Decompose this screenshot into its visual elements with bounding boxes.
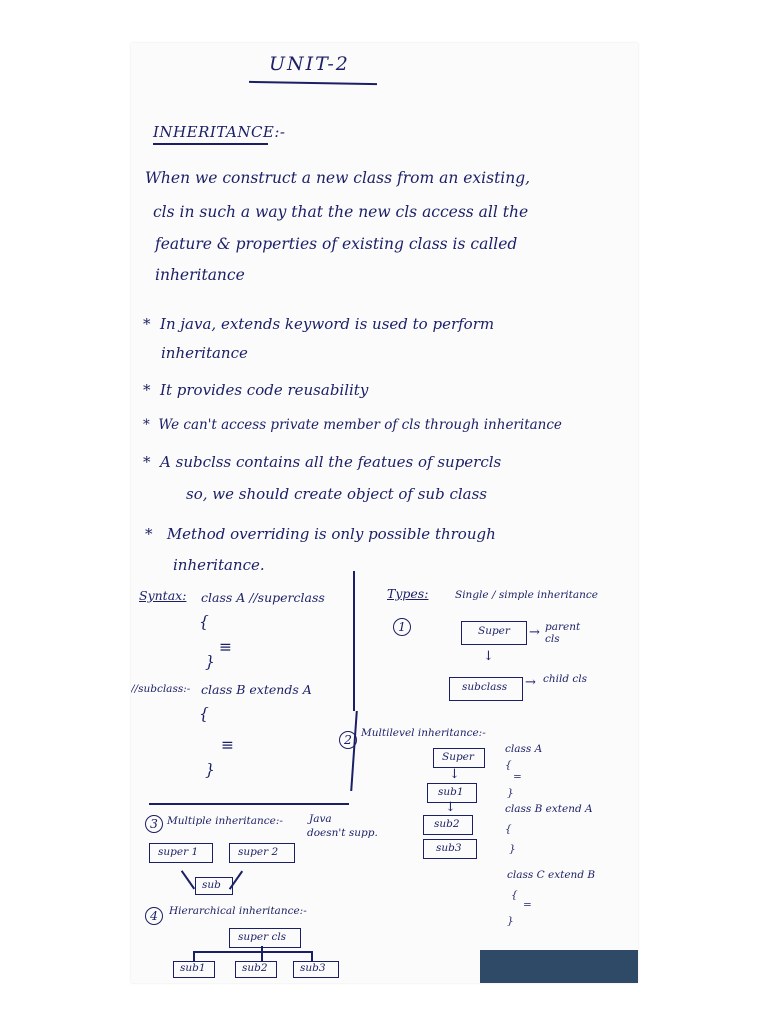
subclass-box	[449, 677, 523, 701]
box-label: super 1	[158, 846, 199, 858]
hierarchical-heading: Hierarchical inheritance:-	[169, 905, 307, 917]
types-label: Types:	[387, 586, 429, 601]
code-line: }	[507, 915, 514, 927]
hierarchical-box-sub3	[293, 961, 339, 978]
box-label: sub	[202, 879, 221, 891]
bullet-continuation: inheritance	[161, 344, 248, 362]
syntax-close-brace: }	[205, 653, 215, 671]
java-note: doesn't supp.	[307, 827, 378, 839]
type-number-4	[145, 907, 163, 925]
code-line: class C extend B	[507, 869, 596, 881]
multilevel-box-sub2	[423, 815, 473, 835]
syntax-class-a: class A //superclass	[201, 590, 325, 605]
arrow-down-icon: ↓	[449, 767, 460, 782]
bullet-item	[143, 453, 501, 471]
syntax-label: Syntax:	[139, 588, 187, 603]
hierarchical-box-super	[229, 928, 301, 948]
subclass-comment: //subclass:-	[131, 683, 191, 695]
bullet-mark: *	[143, 315, 151, 333]
bullet-item	[143, 381, 368, 399]
box-label: super cls	[238, 931, 287, 943]
syntax-body: ≡	[219, 638, 232, 656]
code-line: =	[523, 899, 532, 911]
type-number-3	[145, 815, 163, 833]
bullet-mark: *	[143, 453, 151, 471]
single-inheritance-heading: Single / simple inheritance	[455, 589, 598, 601]
title-underline	[249, 81, 377, 85]
definition-line: feature & properties of existing class is called	[155, 235, 518, 253]
code-line: }	[507, 787, 514, 799]
box-label: sub3	[436, 842, 462, 854]
type-number-text: 3	[150, 816, 158, 831]
divider-vertical	[353, 571, 355, 711]
bullet-mark: *	[143, 417, 150, 433]
multiple-box-sub	[195, 877, 233, 895]
bullet-item	[143, 315, 494, 333]
multilevel-heading: Multilevel inheritance:-	[361, 727, 486, 739]
divider-horizontal	[149, 803, 349, 805]
subclass-box-label: subclass	[462, 681, 508, 693]
multiple-box-super2	[229, 843, 295, 863]
heading-underline	[153, 143, 268, 145]
box-label: Super	[442, 751, 474, 763]
syntax-body: ≡	[221, 736, 234, 754]
box-label: sub3	[300, 962, 326, 974]
parent-cls-label: parent cls	[545, 621, 581, 645]
arrow-down-icon: ↓	[483, 649, 494, 664]
connector-line	[261, 946, 263, 961]
super-box-label: Super	[478, 625, 510, 637]
connector-line	[311, 951, 313, 961]
code-line: {	[505, 759, 512, 771]
definition-line: inheritance	[155, 266, 245, 284]
box-label: super 2	[238, 846, 279, 858]
type-number-text: 4	[150, 908, 158, 923]
syntax-open-brace: {	[199, 613, 209, 631]
bullet-continuation: so, we should create object of sub class	[186, 485, 488, 503]
type-number-text: 1	[398, 619, 406, 634]
bullet-item	[143, 417, 562, 433]
bullet-text: In java, extends keyword is used to perform	[160, 315, 495, 333]
bullet-text: Method overriding is only possible through	[166, 525, 496, 543]
type-number-2	[339, 731, 357, 749]
arrow-down-icon: ↓	[445, 800, 456, 815]
section-heading: INHERITANCE:-	[153, 123, 286, 141]
box-label: sub1	[180, 962, 206, 974]
page-title: UNIT-2	[269, 53, 350, 75]
multilevel-box-super	[433, 748, 485, 768]
multiple-box-super1	[149, 843, 213, 863]
page-edge-background	[480, 950, 638, 983]
code-line: =	[513, 771, 522, 783]
hierarchical-box-sub1	[173, 961, 215, 978]
syntax-open-brace: {	[199, 705, 209, 723]
box-label: sub1	[438, 786, 464, 798]
connector-line	[181, 871, 195, 890]
definition-line: cls in such a way that the new cls access all the	[153, 203, 529, 221]
connector-line	[193, 951, 313, 953]
syntax-close-brace: }	[205, 761, 215, 779]
arrow-right-icon: →	[529, 625, 540, 640]
code-line: class A	[505, 743, 543, 755]
type-number-text: 2	[344, 732, 352, 747]
bullet-text: It provides code reusability	[160, 381, 369, 399]
multiple-heading: Multiple inheritance:-	[167, 815, 283, 827]
code-line: {	[511, 889, 518, 901]
super-box	[461, 621, 527, 645]
bullet-continuation: inheritance.	[173, 556, 265, 574]
syntax-class-b: class B extends A	[201, 682, 312, 697]
code-line: class B extend A	[505, 803, 593, 815]
hierarchical-box-sub2	[235, 961, 277, 978]
definition-line: When we construct a new class from an existing,	[145, 169, 531, 187]
java-note: Java	[309, 813, 332, 825]
divider-diagonal	[350, 711, 357, 791]
connector-line	[193, 951, 195, 961]
type-number-1	[393, 618, 411, 636]
bullet-mark: *	[143, 381, 151, 399]
multilevel-box-sub3	[423, 839, 477, 859]
box-label: sub2	[434, 818, 460, 830]
arrow-right-icon: →	[525, 675, 536, 690]
code-line: {	[505, 823, 512, 835]
bullet-item	[145, 525, 496, 543]
bullet-text: We can't access private member of cls through inheritance	[158, 417, 562, 433]
bullet-text: A subclss contains all the featues of supercls	[160, 453, 502, 471]
bullet-mark: *	[145, 525, 153, 543]
notebook-page	[131, 43, 638, 983]
child-cls-label: child cls	[543, 673, 588, 685]
code-line: }	[509, 843, 516, 855]
box-label: sub2	[242, 962, 268, 974]
